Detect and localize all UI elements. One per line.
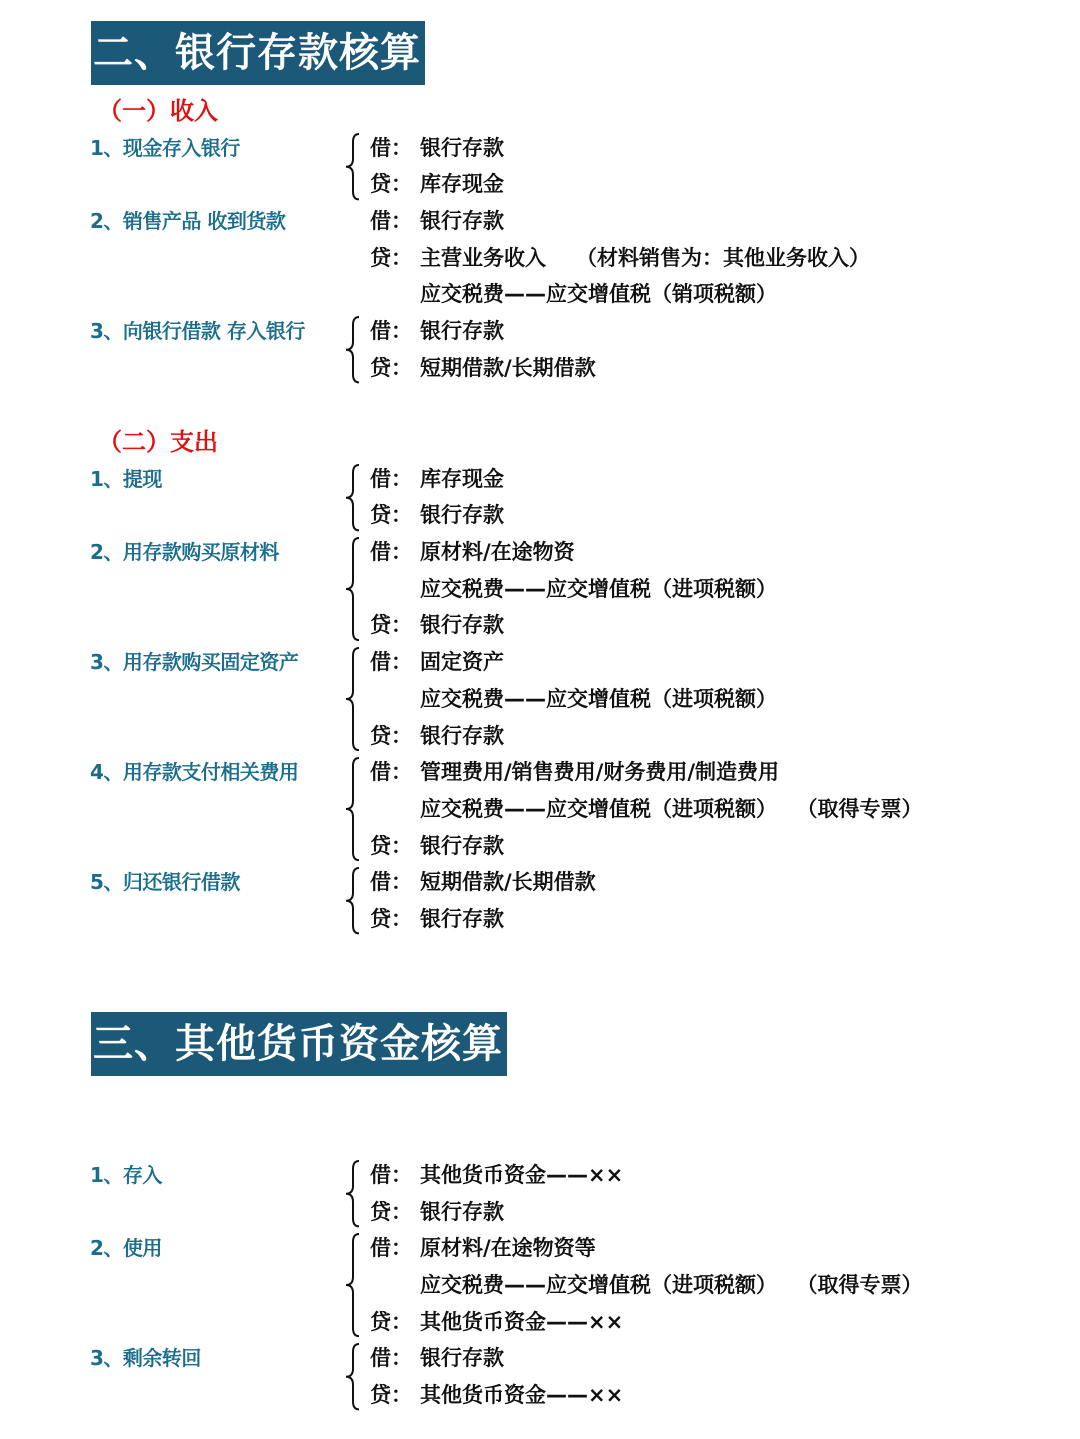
journal-entry [0,1230,1080,1340]
account-text: 银行存款 [420,135,504,160]
group-subtitle: （二）支出 [98,428,218,456]
account-text: 原材料/在途物资 [420,540,575,565]
entry-label: 5、归还银行借款 [90,870,240,895]
journal-entry [0,461,1080,534]
debit-credit-marker: 贷： [370,1309,412,1334]
debit-credit-marker: 借： [370,760,412,785]
account-text: 银行存款 [420,319,504,344]
account-text: 管理费用/销售费用/财务费用/制造费用 [420,760,780,785]
debit-credit-marker: 借： [370,135,412,160]
debit-credit-marker: 贷： [370,833,412,858]
entry-note: （材料销售为：其他业务收入） [576,245,870,270]
account-text: 其他货币资金——×× [420,1383,624,1408]
debit-credit-marker: 贷： [370,723,412,748]
entry-label: 3、剩余转回 [90,1346,201,1371]
account-text: 应交税费——应交增值税（进项税额） [420,576,777,601]
account-text: 主营业务收入 [420,245,546,270]
account-text: 应交税费——应交增值税（进项税额） [420,686,777,711]
entry-label: 4、用存款支付相关费用 [90,760,299,785]
debit-credit-marker: 贷： [370,503,412,528]
curly-brace-icon [343,534,361,644]
section-title: 二、银行存款核算 [91,21,425,85]
journal-entry [0,1157,1080,1230]
debit-credit-marker: 借： [370,209,412,234]
account-text: 银行存款 [420,209,504,234]
journal-entry [0,1340,1080,1413]
entry-label: 1、现金存入银行 [90,135,240,160]
entry-label: 1、提现 [90,466,162,491]
curly-brace-icon [343,864,361,937]
debit-credit-marker: 借： [370,1346,412,1371]
account-text: 银行存款 [420,1199,504,1224]
entry-line [0,571,1080,608]
entry-line [0,1230,1080,1267]
debit-credit-marker: 贷： [370,245,412,270]
journal-entry [0,644,1080,754]
debit-credit-marker: 借： [370,650,412,675]
account-text: 银行存款 [420,613,504,638]
account-text: 其他货币资金——×× [420,1309,624,1334]
journal-entry [0,313,1080,386]
curly-brace-icon [343,754,361,864]
spacer [0,387,1080,424]
journal-entry [0,203,1080,313]
entry-line [0,1377,1080,1414]
entry-line [0,718,1080,755]
entry-line [0,461,1080,498]
account-text: 其他货币资金——×× [420,1163,624,1187]
entry-line [0,607,1080,644]
entry-line [0,901,1080,938]
debit-credit-marker: 贷： [370,172,412,197]
entry-line [0,791,1080,828]
entry-line [0,1267,1080,1304]
other-funds-group [0,1157,1080,1414]
account-text: 银行存款 [420,906,504,931]
account-text: 银行存款 [420,723,504,748]
debit-credit-marker: 借： [370,1236,412,1261]
account-text: 库存现金 [420,466,504,491]
entry-line [0,644,1080,681]
entry-line [0,534,1080,571]
debit-credit-marker: 借： [370,1163,412,1187]
journal-entry [0,864,1080,937]
account-line [420,240,870,277]
entry-line [0,864,1080,901]
account-text: 银行存款 [420,503,504,528]
account-text: 银行存款 [420,1346,504,1371]
debit-credit-marker: 贷： [370,906,412,931]
debit-credit-marker: 借： [370,540,412,565]
account-text: 应交税费——应交增值税（进项税额） [420,796,777,821]
entry-label: 1、存入 [90,1163,162,1187]
debit-credit-marker: 借： [370,319,412,344]
journal-entry [0,130,1080,203]
account-text: 应交税费——应交增值税（进项税额） [420,1273,777,1298]
debit-credit-marker: 贷： [370,613,412,638]
account-text: 库存现金 [420,172,504,197]
account-text: 应交税费——应交增值税（销项税额） [420,282,777,307]
account-text: 短期借款/长期借款 [420,870,596,895]
entry-line [0,166,1080,203]
debit-credit-marker: 借： [370,870,412,895]
entry-note: （取得专票） [807,1273,923,1298]
journal-entry [0,754,1080,864]
entry-line [0,203,1080,240]
debit-credit-marker: 贷： [370,1199,412,1224]
expense-group [0,424,1080,938]
entry-line [0,754,1080,791]
account-text: 短期借款/长期借款 [420,355,596,380]
entry-line [0,313,1080,350]
entry-line [0,1157,1080,1194]
debit-credit-marker: 贷： [370,355,412,380]
group-subtitle: （一）收入 [98,97,218,125]
account-text: 原材料/在途物资等 [420,1236,596,1261]
curly-brace-icon [343,313,361,386]
entry-line [0,1304,1080,1341]
entry-label: 2、使用 [90,1236,162,1261]
account-text: 银行存款 [420,833,504,858]
entry-label: 3、用存款购买固定资产 [90,650,299,675]
curly-brace-icon [343,644,361,754]
entry-line [0,350,1080,387]
section-title: 三、其他货币资金核算 [91,1012,507,1076]
curly-brace-icon [343,130,361,203]
curly-brace-icon [343,1230,361,1340]
income-group [0,93,1080,423]
debit-credit-marker: 借： [370,466,412,491]
entry-line [0,828,1080,865]
entry-line [0,497,1080,534]
curly-brace-icon [343,1157,361,1230]
entry-label: 3、向银行借款 存入银行 [90,319,305,344]
curly-brace-icon [343,1340,361,1413]
curly-brace-icon [343,461,361,534]
account-line [420,1267,923,1304]
entry-line [0,1340,1080,1377]
account-text: 固定资产 [420,650,504,675]
entry-line [0,130,1080,167]
entry-note: （取得专票） [807,796,923,821]
journal-entry [0,534,1080,644]
debit-credit-marker: 贷： [370,1383,412,1408]
account-line [420,791,923,828]
entry-label: 2、用存款购买原材料 [90,540,279,565]
entry-line [0,276,1080,313]
entry-line [0,681,1080,718]
entry-label: 2、销售产品 收到货款 [90,209,286,234]
entry-line [0,240,1080,277]
entry-line [0,1194,1080,1231]
